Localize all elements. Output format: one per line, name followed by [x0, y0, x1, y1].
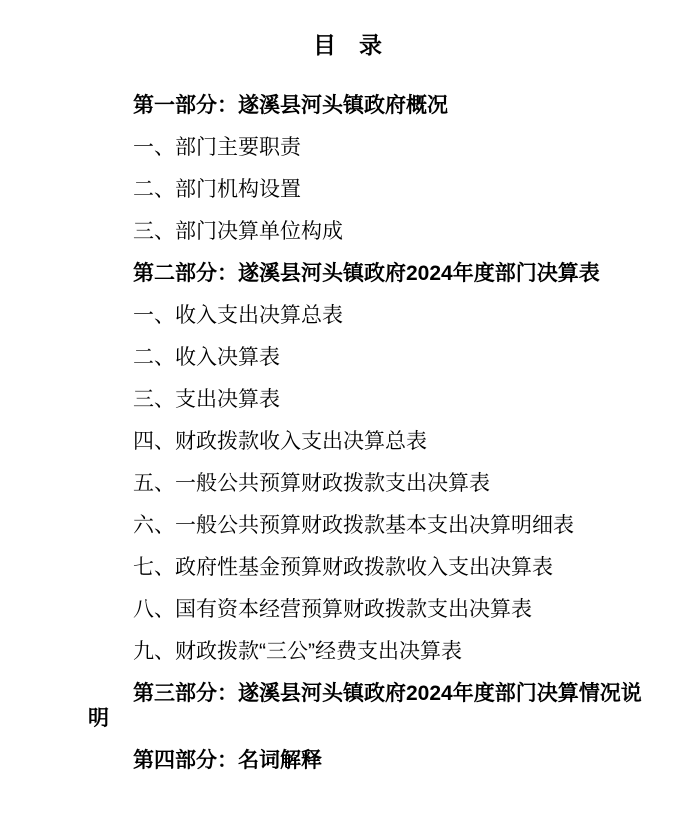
toc-item-dept-duties: 一、部门主要职责 [133, 136, 301, 159]
toc-item-three-public-expenses: 九、财政拨款“三公”经费支出决算表 [133, 640, 462, 663]
toc-item-expenditure-statement: 三、支出决算表 [133, 388, 280, 411]
toc-title: 目 录 [313, 32, 382, 58]
toc-item-income-expenditure-summary: 一、收入支出决算总表 [133, 304, 343, 327]
toc-part4-heading: 第四部分：名词解释 [133, 749, 322, 772]
table-of-contents [0, 93, 648, 773]
toc-item-income-statement: 二、收入决算表 [133, 346, 280, 369]
toc-part3-heading: 第三部分：遂溪县河头镇政府2024年度部门决算情况说明 [88, 682, 642, 730]
toc-item-dept-accounting-units: 三、部门决算单位构成 [133, 220, 343, 243]
toc-part2-heading: 第二部分：遂溪县河头镇政府2024年度部门决算表 [133, 262, 600, 285]
toc-item-dept-structure: 二、部门机构设置 [133, 178, 301, 201]
toc-item-fiscal-appropriation-summary: 四、财政拨款收入支出决算总表 [133, 430, 427, 453]
toc-item-state-capital-operation-budget: 八、国有资本经营预算财政拨款支出决算表 [133, 598, 532, 621]
toc-part1-heading: 第一部分：遂溪县河头镇政府概况 [133, 94, 448, 117]
toc-item-general-public-budget-basic-expenditure-detail: 六、一般公共预算财政拨款基本支出决算明细表 [133, 514, 574, 537]
toc-item-general-public-budget-expenditure: 五、一般公共预算财政拨款支出决算表 [133, 472, 490, 495]
toc-item-government-fund-budget: 七、政府性基金预算财政拨款收入支出决算表 [133, 556, 553, 579]
